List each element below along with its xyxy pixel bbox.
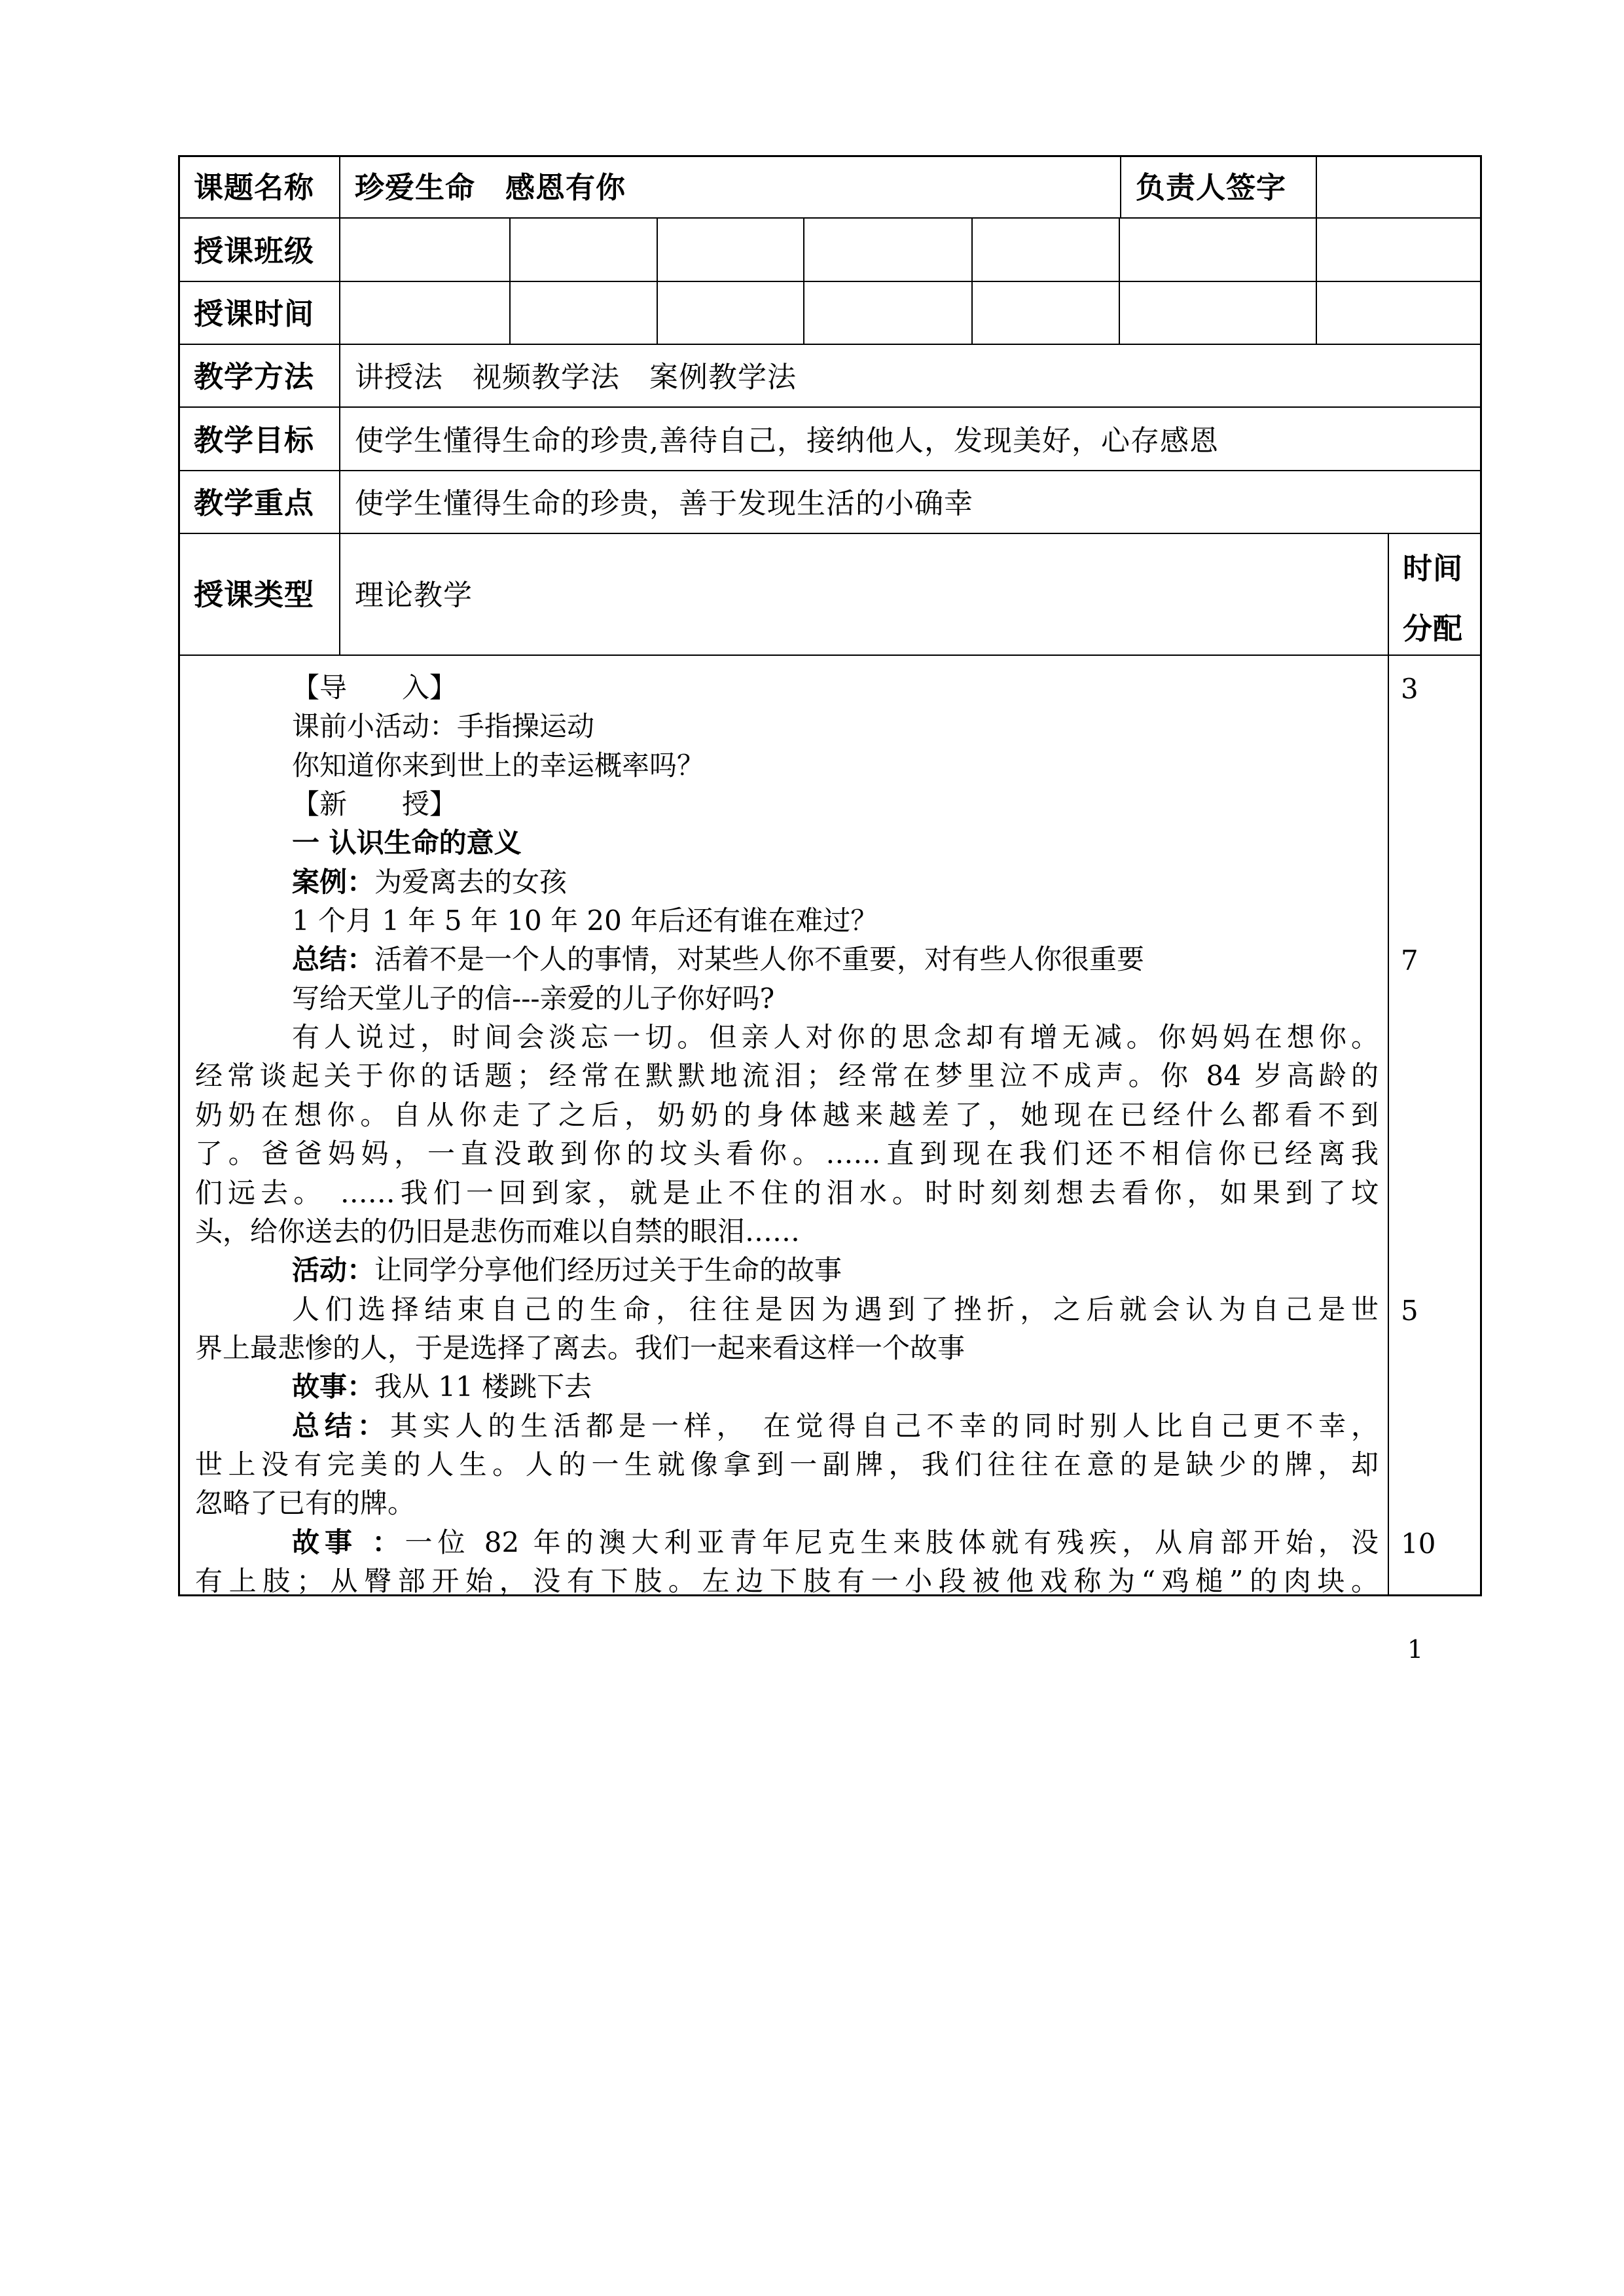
page-number: 1 <box>1407 1635 1424 1664</box>
column-divider <box>803 217 804 344</box>
focus-label: 教学重点 <box>194 486 315 520</box>
course-title-label: 课题名称 <box>194 170 315 205</box>
method-value: 讲授法 视频教学法 案例教学法 <box>355 361 797 394</box>
time-value: 7 <box>1401 944 1418 977</box>
choice-paragraph-line: 人们选择结束自己的生命，往往是因为遇到了挫折，之后就会认为自己是世 <box>292 1293 1379 1325</box>
time-alloc-label-line2: 分配 <box>1403 611 1464 646</box>
intro-question: 你知道你来到世上的幸运概率吗？ <box>292 749 705 781</box>
letter-paragraph-line: 们远去。 ……我们一回到家，就是止不住的泪水。时时刻刻想去看你，如果到了坟 <box>195 1177 1379 1209</box>
summary-line-text: 活着不是一个人的事情，对某些人你不重要，对有些人你很重要 <box>374 943 1145 975</box>
method-label: 教学方法 <box>194 359 315 394</box>
letter-paragraph-line: 有人说过，时间会淡忘一切。但亲人对你的思念却有增无减。你妈妈在想你。 <box>292 1021 1379 1053</box>
column-divider <box>657 217 658 344</box>
summary2-line: 世上没有完美的人生。人的一生就像拿到一副牌，我们往往在意的是缺少的牌，却 <box>195 1448 1379 1480</box>
letter-paragraph-line: 经常谈起关于你的话题；经常在默默地流泪；经常在梦里泣不成声。你 84 岁高龄的 <box>195 1060 1379 1092</box>
class-label: 授课班级 <box>194 234 315 268</box>
story2-line-label: 故事 ： <box>292 1526 405 1558</box>
column-divider <box>1120 155 1121 217</box>
activity-line-text: 让同学分享他们经历过关于生命的故事 <box>374 1254 842 1286</box>
column-divider <box>1119 217 1120 344</box>
column-divider <box>1316 155 1317 217</box>
activity-line <box>292 1254 1379 1286</box>
story-line-text: 我从 11 楼跳下去 <box>374 1371 592 1403</box>
letter-paragraph-line: 了。爸爸妈妈，一直没敢到你的坟头看你。……直到现在我们还不相信你已经离我 <box>195 1138 1379 1170</box>
column-divider <box>339 155 340 655</box>
letter-title: 写给天堂儿子的信---亲爱的儿子你好吗? <box>292 982 775 1014</box>
summary2-line: 忽略了已有的牌。 <box>195 1487 416 1519</box>
case-line <box>292 866 1379 898</box>
course-title-value: 珍爱生命 感恩有你 <box>355 170 626 205</box>
summary2-line <box>292 1412 1379 1440</box>
time-value: 10 <box>1401 1528 1436 1560</box>
column-divider <box>1316 217 1317 344</box>
section-heading: 一 认识生命的意义 <box>292 827 522 859</box>
summary-line-label: 总结： <box>292 943 375 975</box>
column-divider <box>1388 533 1389 1596</box>
row-divider <box>178 533 1482 534</box>
summary-line <box>292 943 1379 975</box>
activity-line-label: 活动： <box>292 1254 375 1286</box>
intro-heading: 【导 入】 <box>292 672 458 704</box>
type-label: 授课类型 <box>194 577 315 612</box>
choice-paragraph-line: 界上最悲惨的人，于是选择了离去。我们一起来看这样一个故事 <box>195 1332 965 1364</box>
story2-line-text: 一位 82 年的澳大利亚青年尼克生来肢体就有残疾，从肩部开始，没 <box>405 1526 1379 1558</box>
new-lesson-heading: 【新 授】 <box>292 788 458 820</box>
row-divider <box>178 281 1482 282</box>
summary2-line-text: 其实人的生活都是一样， 在觉得自己不幸的同时别人比自己更不幸， <box>389 1410 1379 1442</box>
case-line-text: 为爱离去的女孩 <box>374 866 568 898</box>
letter-paragraph-line: 奶奶在想你。自从你走了之后，奶奶的身体越来越差了，她现在已经什么都看不到 <box>195 1099 1379 1131</box>
goal-value: 使学生懂得生命的珍贵,善待自己，接纳他人，发现美好，心存感恩 <box>355 424 1219 457</box>
row-divider <box>178 470 1482 471</box>
letter-paragraph-line: 头，给你送去的仍旧是悲伤而难以自禁的眼泪…… <box>195 1215 801 1247</box>
signature-label: 负责人签字 <box>1136 170 1287 205</box>
time-alloc-label-line1: 时间 <box>1403 551 1464 586</box>
story2-line <box>292 1526 1379 1558</box>
column-divider <box>971 217 973 344</box>
row-divider <box>178 344 1482 345</box>
column-divider <box>509 217 511 344</box>
pre-class-activity: 课前小活动：手指操运动 <box>292 710 595 742</box>
time-value: 3 <box>1401 673 1418 705</box>
story-line <box>292 1373 1379 1401</box>
timeline-line: 1 个月 1 年 5 年 10 年 20 年后还有谁在难过？ <box>292 905 878 937</box>
goal-label: 教学目标 <box>194 423 315 457</box>
case-line-label: 案例： <box>292 866 375 898</box>
row-divider <box>178 655 1482 656</box>
row-divider <box>178 406 1482 408</box>
story-line-label: 故事： <box>292 1371 375 1403</box>
summary2-line-label: 总结： <box>292 1410 390 1442</box>
time-value: 5 <box>1401 1295 1418 1327</box>
row-divider <box>178 217 1482 219</box>
type-value: 理论教学 <box>355 579 473 612</box>
focus-value: 使学生懂得生命的珍贵，善于发现生活的小确幸 <box>355 487 973 520</box>
story2-line: 有上肢；从臀部开始，没有下肢。左边下肢有一小段被他戏称为“鸡槌”的肉块。 <box>195 1565 1379 1597</box>
time-label: 授课时间 <box>194 296 315 331</box>
